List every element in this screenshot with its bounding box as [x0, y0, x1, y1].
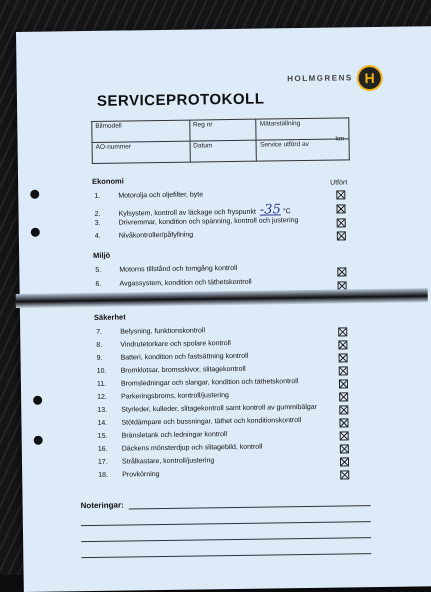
- checkbox-checked[interactable]: [339, 405, 348, 414]
- checkbox-checked[interactable]: [337, 218, 346, 227]
- brand-name: HOLMGRENS: [287, 73, 353, 84]
- field-datum: Datum: [190, 140, 257, 162]
- checklist-item: 9. Batteri, kondition och fastsättning kontroll: [96, 352, 249, 362]
- checkbox-checked[interactable]: [337, 267, 346, 276]
- punch-hole: [33, 396, 42, 405]
- checklist-item: 7. Belysning, funktionskontroll: [96, 327, 206, 336]
- section-sakerhet: Säkerhet: [93, 312, 126, 322]
- checklist-item: 17. Strålkastare, kontroll/justering: [97, 457, 215, 466]
- checkbox-checked[interactable]: [339, 366, 348, 375]
- checklist-item: 3. Drivremmar, kondition och spänning, kontroll och justering: [94, 217, 299, 227]
- checkbox-checked[interactable]: [339, 392, 348, 401]
- field-matarstallning: Mätarställning: [256, 118, 349, 140]
- checklist-item: 15. Bränsletank och ledningar kontroll: [97, 431, 228, 440]
- checkbox-checked[interactable]: [336, 190, 345, 199]
- field-service-utford-av: Service utförd av: [257, 139, 350, 161]
- checkbox-checked[interactable]: [340, 444, 349, 453]
- checklist-item: 10. Bromklotsar, bromsskivor, slitagekontroll: [96, 365, 246, 375]
- punch-hole: [30, 190, 39, 199]
- checkbox-checked[interactable]: [340, 457, 349, 466]
- handwritten-value: -35: [259, 202, 281, 218]
- holmgrens-logo: H: [356, 65, 382, 91]
- notes-label: Noteringar:: [80, 500, 124, 511]
- notes-line[interactable]: [129, 505, 371, 509]
- checklist-item: 5. Motorns tillstånd och tomgång kontroll: [95, 264, 238, 274]
- checklist-item: 6. Avgassystem, kondition och täthetskontroll: [95, 278, 252, 288]
- section-ekonomi: Ekonomi: [92, 176, 124, 186]
- checkbox-checked[interactable]: [340, 470, 349, 479]
- checklist-item: 4. Nivåkontroller/påfyllning: [94, 231, 194, 240]
- service-protocol-sheet: [16, 26, 431, 592]
- checkbox-checked[interactable]: [336, 204, 345, 213]
- checkbox-checked[interactable]: [339, 418, 348, 427]
- page-title: SERVICEPROTOKOLL: [96, 90, 265, 110]
- checklist-item: 16. Däckens mönsterdjup och slitagebild, kontroll: [97, 443, 263, 453]
- checkbox-checked[interactable]: [337, 231, 346, 240]
- section-miljo: Miljö: [93, 250, 111, 260]
- checkbox-checked[interactable]: [339, 353, 348, 362]
- punch-hole: [31, 228, 40, 237]
- punch-hole: [34, 436, 43, 445]
- paper-fold: [16, 288, 428, 308]
- field-reg-nr: Reg nr: [189, 119, 256, 141]
- vehicle-info-table: [91, 117, 350, 164]
- notes-line[interactable]: [81, 553, 371, 558]
- checklist-item: 1. Motorolja och oljefilter, byte: [94, 191, 204, 200]
- checkbox-checked[interactable]: [338, 340, 347, 349]
- notes-line[interactable]: [81, 521, 371, 526]
- checklist-item: 2. Kylsystem, kontroll av läckage och fryspunkt -35 °C: [94, 202, 291, 218]
- checklist-item: 11. Bromsledningar och slangar, kondition och täthetskontroll: [96, 378, 299, 388]
- checklist-item: 13. Styrleder, kulleder, slitagekontroll samt kontroll av gummibälgar: [97, 403, 318, 414]
- field-bilmodell: Bilmodell: [92, 120, 190, 142]
- field-ao-nummer: AO-nummer: [92, 141, 190, 163]
- notes-line[interactable]: [81, 537, 371, 542]
- km-unit: km: [335, 135, 345, 143]
- checklist-item: 8. Vindrutetorkare och spolare kontroll: [96, 340, 231, 349]
- checkbox-checked[interactable]: [339, 379, 348, 388]
- checklist-item: 14. Stötdämpare och bussningar, täthet och konditionskontroll: [97, 417, 302, 427]
- utfort-column-label: Utfört: [330, 179, 348, 187]
- checklist-item: 18. Provkörning: [98, 471, 160, 479]
- checklist-item: 12. Parkeringsbroms, kontroll/justering: [97, 392, 229, 401]
- checkbox-checked[interactable]: [340, 431, 349, 440]
- checkbox-checked[interactable]: [338, 327, 347, 336]
